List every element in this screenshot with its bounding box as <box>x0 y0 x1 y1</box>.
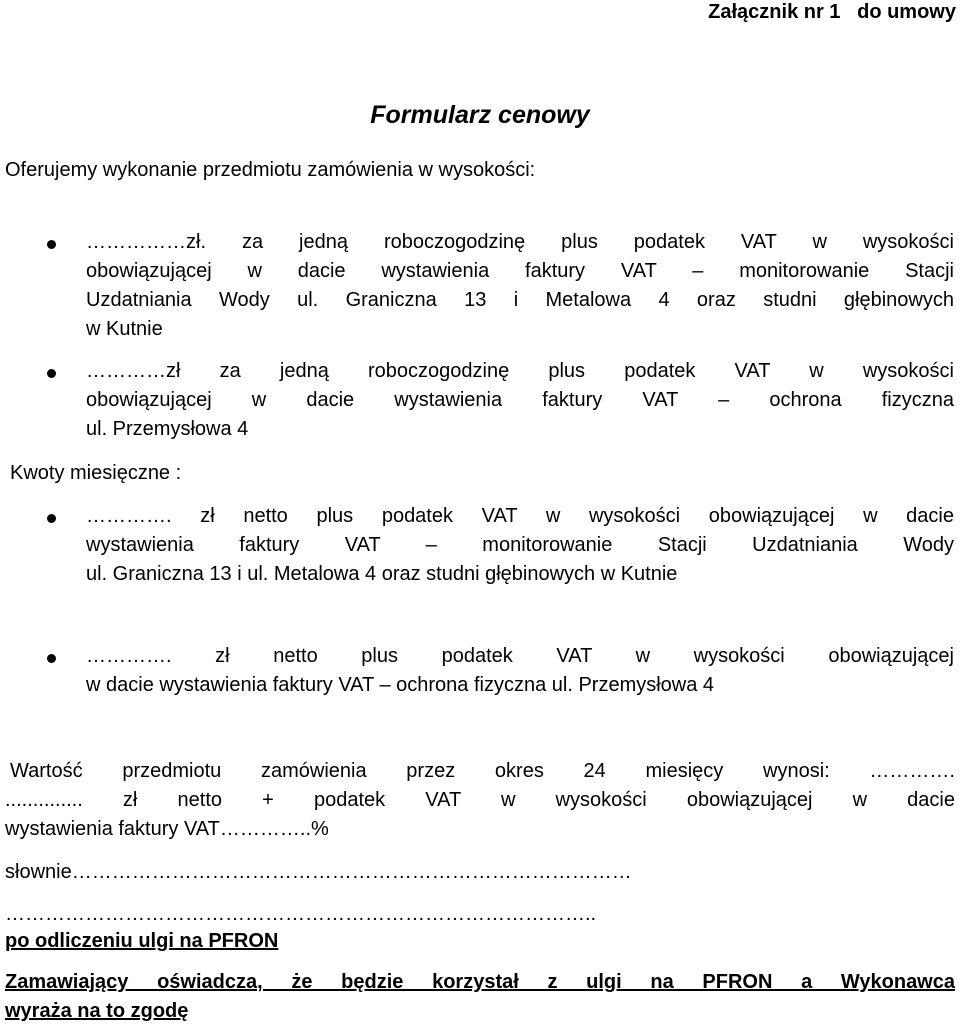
intro-text: Oferujemy wykonanie przedmiotu zamówienia w wysokości: <box>5 159 536 181</box>
pfron-declaration <box>5 968 955 1026</box>
amount-in-words-continuation: …………………………………………………………………………….. <box>5 903 597 925</box>
bullet-icon <box>47 514 56 523</box>
total-value-line: .............. zł netto + podatek VAT w wysokości obowiązującej w dacie <box>5 789 955 811</box>
monthly-item-line: wystawienia faktury VAT – monitorowanie Stacji Uzdatniania Wody <box>86 534 954 556</box>
bullet-icon <box>47 369 56 378</box>
hourly-item-line: ul. Przemysłowa 4 <box>86 418 249 440</box>
page-title: Formularz cenowy <box>370 101 590 129</box>
bullet-icon <box>47 654 56 663</box>
attachment-label: Załącznik nr 1 do umowy <box>708 1 956 23</box>
total-value-line: wystawienia faktury VAT…………..% <box>5 818 329 840</box>
bullet-icon <box>47 240 56 249</box>
hourly-item-monitoring <box>86 228 954 344</box>
monthly-item-security <box>86 642 954 700</box>
hourly-item-line: ……………zł. za jedną roboczogodzinę plus podatek VAT w wysokości <box>86 231 954 253</box>
hourly-item-line: w Kutnie <box>86 318 163 340</box>
monthly-amounts-label: Kwoty miesięczne : <box>10 462 182 484</box>
total-value-block <box>5 757 955 844</box>
hourly-item-line: obowiązującej w dacie wystawienia faktury VAT – monitorowanie Stacji <box>86 260 954 282</box>
hourly-item-security <box>86 357 954 444</box>
hourly-item-line: Uzdatniania Wody ul. Graniczna 13 i Metalowa 4 oraz studni głębinowych <box>86 289 954 311</box>
amount-in-words-field: słownie………………………………………………………………………… <box>5 861 632 883</box>
monthly-item-line: w dacie wystawienia faktury VAT – ochrona fizyczna ul. Przemysłowa 4 <box>86 674 715 696</box>
monthly-item-line: …………. zł netto plus podatek VAT w wysokości obowiązującej w dacie <box>86 505 954 527</box>
monthly-item-line: ul. Graniczna 13 i ul. Metalowa 4 oraz studni głębinowych w Kutnie <box>86 563 678 585</box>
monthly-item-monitoring <box>86 502 954 589</box>
monthly-item-line: …………. zł netto plus podatek VAT w wysokości obowiązującej <box>86 645 954 667</box>
declaration-line: wyraża na to zgodę <box>5 1000 189 1022</box>
hourly-item-line: …………zł za jedną roboczogodzinę plus podatek VAT w wysokości <box>86 360 954 382</box>
hourly-item-line: obowiązującej w dacie wystawienia faktury VAT – ochrona fizyczna <box>86 389 954 411</box>
pfron-heading: po odliczeniu ulgi na PFRON <box>5 930 279 952</box>
declaration-line: Zamawiający oświadcza, że będzie korzystał z ulgi na PFRON a Wykonawca <box>5 971 955 993</box>
total-value-line: Wartość przedmiotu zamówienia przez okres 24 miesięcy wynosi: …………. <box>10 760 955 782</box>
